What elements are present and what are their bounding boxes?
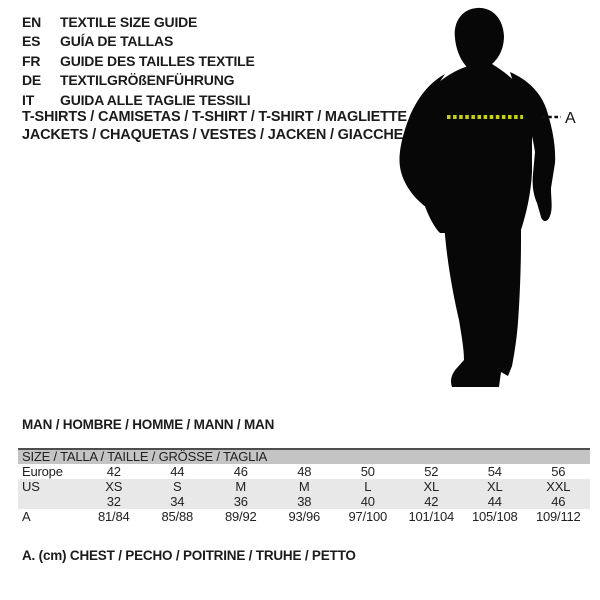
language-code: EN <box>22 14 42 30</box>
man-silhouette <box>388 0 600 400</box>
language-title: GUIDA ALLE TAGLIE TESSILI <box>60 91 251 108</box>
size-cell: 81/84 <box>97 509 130 524</box>
size-cell: XL <box>400 479 464 494</box>
language-title: TEXTILE SIZE GUIDE <box>60 14 198 30</box>
size-cell: S <box>146 479 210 494</box>
table-row-us <box>18 479 590 494</box>
size-cell: XXL <box>527 479 591 494</box>
size-cell: 93/96 <box>288 509 321 524</box>
row-label: Europe <box>22 464 63 479</box>
size-cell: 38 <box>273 494 337 509</box>
size-cell: 105/108 <box>471 509 518 524</box>
size-cell: L <box>336 479 400 494</box>
measure-label-a: A <box>565 110 576 127</box>
language-row-de <box>22 71 255 90</box>
size-cell: 89/92 <box>224 509 257 524</box>
size-cell: 97/100 <box>348 509 388 524</box>
table-row-us-numeric <box>18 494 590 509</box>
size-cell: 54 <box>487 464 502 479</box>
language-row-es <box>22 32 255 51</box>
size-cell: 34 <box>146 494 210 509</box>
size-cell: M <box>273 479 337 494</box>
size-cell: 42 <box>400 494 464 509</box>
language-code: ES <box>22 33 41 50</box>
size-cell: M <box>209 479 273 494</box>
silhouette-shapes <box>399 8 555 387</box>
language-code: DE <box>22 72 42 89</box>
row-label: US <box>18 479 82 494</box>
size-cell: 46 <box>233 464 248 479</box>
size-cell: 46 <box>527 494 591 509</box>
table-row-europe <box>18 464 590 479</box>
language-code: FR <box>22 52 41 69</box>
size-cell: 48 <box>297 464 312 479</box>
size-cell: 42 <box>106 464 121 479</box>
row-label: A <box>22 509 31 524</box>
row-label <box>18 494 82 509</box>
category-lines <box>22 109 407 144</box>
size-cell: XS <box>82 479 146 494</box>
size-cell: 44 <box>463 494 527 509</box>
table-header-row <box>18 449 590 464</box>
language-title: GUIDE DES TAILLES TEXTILE <box>60 52 255 69</box>
size-cell: 44 <box>170 464 185 479</box>
silhouette-legs <box>444 222 521 387</box>
table-header-label: SIZE / TALLA / TAILLE / GRÖSSE / TAGLIA <box>18 449 590 464</box>
size-cell: 50 <box>360 464 375 479</box>
table-row-chest-measure <box>18 509 590 524</box>
footnote-chest-legend: A. (cm) CHEST / PECHO / POITRINE / TRUHE / PETTO <box>22 548 356 563</box>
language-row-en <box>22 13 255 32</box>
language-row-it <box>22 91 255 110</box>
language-row-fr <box>22 52 255 71</box>
size-cell: 32 <box>82 494 146 509</box>
size-cell: 52 <box>424 464 439 479</box>
language-code: IT <box>22 91 35 108</box>
size-cell: XL <box>463 479 527 494</box>
category-line-jackets: JACKETS / CHAQUETAS / VESTES / JACKEN / GIACCHE <box>22 126 404 143</box>
size-cell: 56 <box>551 464 566 479</box>
language-title: GUÍA DE TALLAS <box>60 33 174 50</box>
size-cell: 101/104 <box>408 509 455 524</box>
language-title-list <box>22 13 255 110</box>
language-title: TEXTILGRÖßENFÜHRUNG <box>60 72 235 89</box>
size-cell: 36 <box>209 494 273 509</box>
category-line-tshirts: T-SHIRTS / CAMISETAS / T-SHIRT / T-SHIRT / MAGLIETTE <box>22 109 407 125</box>
size-cell: 109/112 <box>535 509 581 524</box>
size-cell: 40 <box>336 494 400 509</box>
size-table <box>18 448 590 524</box>
section-title-man: MAN / HOMBRE / HOMME / MANN / MAN <box>22 417 275 432</box>
size-cell: 85/88 <box>161 509 194 524</box>
